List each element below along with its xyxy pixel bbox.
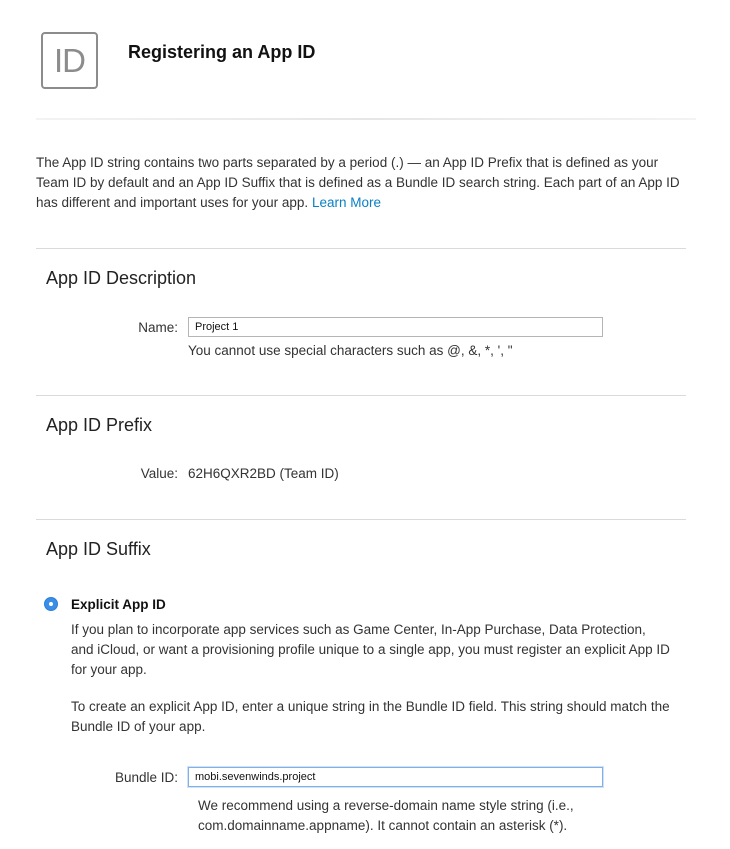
name-label: Name: xyxy=(138,320,178,335)
team-id-value: 62H6QXR2BD (Team ID) xyxy=(188,466,339,481)
bundle-id-hint: We recommend using a reverse-domain name style string (i.e., com.domainname.appname). It cannot contain an asterisk (*). xyxy=(198,798,574,833)
explicit-app-id-instructions: To create an explicit App ID, enter a unique string in the Bundle ID field. This string should match the Bundle ID of your app. xyxy=(71,699,670,734)
app-id-suffix-heading: App ID Suffix xyxy=(46,539,151,559)
explicit-app-id-label[interactable]: Explicit App ID xyxy=(71,597,166,612)
app-id-prefix-heading: App ID Prefix xyxy=(46,415,153,435)
section-divider xyxy=(36,248,686,249)
value-label: Value: xyxy=(140,466,178,481)
page-header xyxy=(0,0,730,120)
app-id-badge-icon: ID xyxy=(41,32,98,89)
name-hint: You cannot use special characters such as @, &, *, ', " xyxy=(188,343,513,358)
explicit-app-id-description: If you plan to incorporate app services such as Game Center, In-App Purchase, Data Protection, and iCloud, or want a provisioning profile unique to a single app, you must register an explicit App ID for your app. xyxy=(71,622,670,677)
section-divider xyxy=(36,395,686,396)
radio-selected-dot xyxy=(49,602,53,606)
intro-body: The App ID string contains two parts separated by a period (.) — an App ID Prefix that is defined as your Team ID by default and an App ID Suffix that is defined as a Bundle ID search string. Each part of an App ID has different and important uses for your app. xyxy=(36,155,680,210)
section-divider xyxy=(36,519,686,520)
bundle-id-label: Bundle ID: xyxy=(114,770,178,785)
learn-more-link[interactable]: Learn More xyxy=(311,195,381,210)
page-title: Registering an App ID xyxy=(128,42,316,62)
bundle-id-input[interactable] xyxy=(188,767,603,787)
header-divider xyxy=(36,118,696,120)
explicit-app-id-radio[interactable] xyxy=(44,597,58,611)
name-input[interactable] xyxy=(188,317,603,337)
intro-text xyxy=(36,153,686,213)
app-id-description-heading: App ID Description xyxy=(46,268,197,288)
